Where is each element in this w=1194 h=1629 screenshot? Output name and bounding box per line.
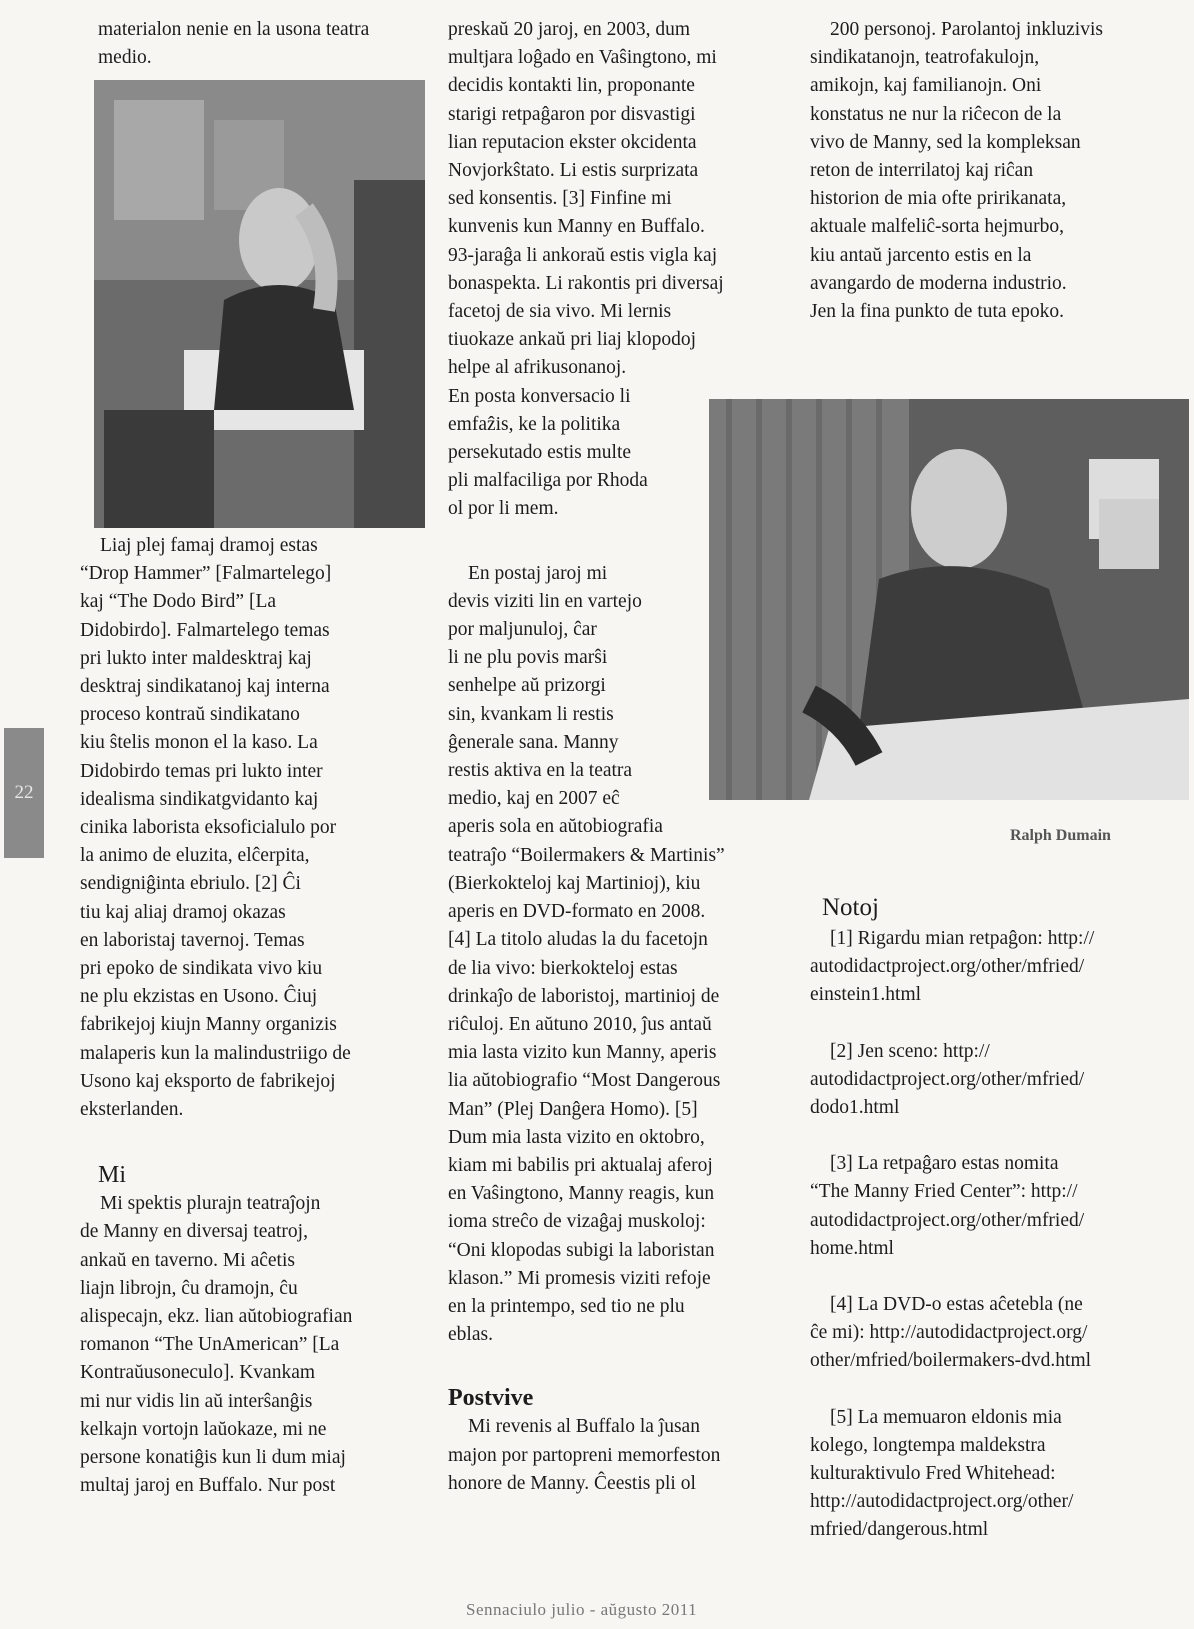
- text-line: ol por li mem.: [448, 498, 559, 520]
- note-line: mfried/dangerous.html: [810, 1519, 989, 1541]
- text-line: pli malfaciliga por Rhoda: [448, 470, 648, 492]
- text-line: amikojn, kaj familianojn. Oni: [810, 75, 1042, 97]
- text-line: Didobirdo temas pri lukto inter: [80, 760, 323, 782]
- text-line: en Vaŝingtono, Manny reagis, kun: [448, 1183, 715, 1205]
- text-line: sindikatanojn, teatrofakulojn,: [810, 47, 1040, 69]
- text-line: persekutado estis multe: [448, 442, 632, 464]
- text-line: Liaj plej famaj dramoj estas: [100, 535, 318, 556]
- text-line: liajn librojn, ĉu dramojn, ĉu: [80, 1277, 298, 1299]
- text-line: Mi spektis plurajn teatraĵojn: [100, 1193, 321, 1215]
- col1-top-text: [98, 16, 438, 72]
- text-line: avangardo de moderna industrio.: [810, 272, 1067, 294]
- text-line: (Bierkokteloj kaj Martinioj), kiu: [448, 872, 701, 894]
- note-line: “The Manny Fried Center”: http://: [810, 1181, 1078, 1203]
- note-item: [810, 1291, 1150, 1376]
- text-line: riĉuloj. En aŭtuno 2010, ĵus antaŭ: [448, 1013, 712, 1035]
- note-item: [810, 1038, 1150, 1123]
- column-1: [98, 16, 438, 72]
- text-line: kunvenis kun Manny en Buffalo.: [448, 216, 705, 238]
- text-line: ne plu ekzistas en Usono. Ĉiuj: [80, 986, 318, 1008]
- text-line: [4] La titolo aludas la du facetojn: [448, 929, 708, 951]
- text-line: kiu ŝtelis monon el la kaso. La: [80, 732, 318, 754]
- note-line: [2] Jen sceno: http://: [830, 1040, 990, 1062]
- text-line: helpe al afrikusonanoj.: [448, 357, 627, 379]
- col3-paragraph-1: [810, 16, 1150, 326]
- text-line: historion de mia ofte pririkanata,: [810, 188, 1067, 210]
- text-line: en laboristaj tavernoj. Temas: [80, 929, 305, 951]
- photo-man-writing-2: [709, 399, 1189, 800]
- text-line: Didobirdo]. Falmartelego temas: [80, 619, 330, 641]
- text-line: starigi retpaĝaron por disvastigi: [448, 103, 696, 125]
- heading-mi: Mi: [98, 1162, 127, 1189]
- text-line: en la printempo, sed tio ne plu: [448, 1295, 685, 1317]
- note-item: [810, 1404, 1150, 1545]
- note-line: kulturaktivulo Fred Whitehead:: [810, 1463, 1056, 1485]
- note-line: autodidactproject.org/other/mfried/: [810, 1209, 1085, 1231]
- notes-heading: Notoj: [822, 894, 879, 921]
- text-line: Kontraŭusoneculo]. Kvankam: [80, 1362, 316, 1384]
- note-line: ĉe mi): http://autodidactproject.org/: [810, 1322, 1088, 1344]
- text-line: teatraĵo “Boilermakers & Martinis”: [448, 844, 725, 866]
- column-1-body: [80, 532, 425, 1501]
- text-line: eksterlanden.: [80, 1099, 184, 1121]
- text-line: vivo de Manny, sed la kompleksan: [810, 131, 1081, 153]
- text-line: proceso kontraŭ sindikatano: [80, 704, 300, 726]
- note-line: home.html: [810, 1237, 894, 1259]
- photo-man-at-desk-1: [94, 80, 425, 528]
- text-line: materialon nenie en la usona teatra: [98, 19, 370, 40]
- text-line: mi nur vidis lin aŭ interŝanĝis: [80, 1390, 313, 1412]
- text-line: emfaẑis, ke la politika: [448, 413, 621, 435]
- page-number: 22: [4, 728, 44, 858]
- text-line: bonaspekta. Li rakontis pri diversaj: [448, 272, 724, 294]
- note-line: einstein1.html: [810, 984, 922, 1006]
- text-line: “Drop Hammer” [Falmartelego]: [80, 563, 332, 585]
- note-item: [810, 925, 1150, 1010]
- note-item: [810, 1150, 1150, 1263]
- text-line: kiam mi babilis pri aktualaj aferoj: [448, 1154, 713, 1176]
- text-line: aktuale malfeliĉ-sorta hejmurbo,: [810, 216, 1064, 238]
- text-line: persone konatiĝis kun li dum miaj: [80, 1447, 346, 1469]
- note-line: [1] Rigardu mian retpaĝon: http://: [830, 928, 1095, 949]
- text-line: sin, kvankam li restis: [448, 703, 614, 725]
- note-line: kolego, longtempa maldekstra: [810, 1434, 1046, 1456]
- text-line: medio.: [98, 47, 152, 69]
- photo-caption: Ralph Dumain: [1010, 827, 1111, 844]
- text-line: En posta konversacio li: [448, 385, 631, 407]
- text-line: “Oni klopodas subigi la laboristan: [448, 1239, 715, 1261]
- text-line: pri epoko de sindikata vivo kiu: [80, 958, 323, 980]
- text-line: preskaŭ 20 jaroj, en 2003, dum: [448, 19, 691, 40]
- text-line: restis aktiva en la teatra: [448, 760, 633, 782]
- note-line: [4] La DVD-o estas aĉetebla (ne: [830, 1294, 1083, 1316]
- text-line: konstatus ne nur la riĉecon de la: [810, 103, 1062, 125]
- text-line: reton de interrilatoj kaj riĉan: [810, 160, 1034, 182]
- text-line: de Manny en diversaj teatroj,: [80, 1221, 308, 1243]
- column-3: [810, 16, 1150, 326]
- text-line: romanon “The UnAmerican” [La: [80, 1334, 340, 1356]
- col2-paragraph-3: [448, 1413, 778, 1498]
- notes-list: [810, 925, 1150, 1545]
- text-line: Man” (Plej Danĝera Homo). [5]: [448, 1098, 698, 1120]
- text-line: ĝenerale sana. Manny: [448, 731, 619, 753]
- note-line: [3] La retpaĝaro estas nomita: [830, 1153, 1059, 1175]
- text-line: tiuokaze ankaŭ pri liaj klopodoj: [448, 329, 697, 351]
- note-line: [5] La memuaron eldonis mia: [830, 1406, 1062, 1428]
- text-line: lia aŭtobiografio “Most Dangerous: [448, 1070, 721, 1092]
- text-line: Dum mia lasta vizito en oktobro,: [448, 1126, 705, 1148]
- text-line: sendigniĝinta ebriulo. [2] Ĉi: [80, 873, 301, 895]
- text-line: kaj “The Dodo Bird” [La: [80, 591, 277, 613]
- note-line: http://autodidactproject.org/other/: [810, 1491, 1074, 1513]
- text-line: pri lukto inter maldesktraj kaj: [80, 647, 312, 669]
- text-line: mia lasta vizito kun Manny, aperis: [448, 1042, 717, 1064]
- text-line: de lia vivo: bierkokteloj estas: [448, 957, 678, 979]
- text-line: facetoj de sia vivo. Mi lernis: [448, 301, 672, 323]
- text-line: eblas.: [448, 1324, 493, 1346]
- text-line: majon por partopreni memorfeston: [448, 1444, 721, 1466]
- text-line: senhelpe aŭ prizorgi: [448, 675, 606, 697]
- text-line: aperis sola en aŭtobiografia: [448, 816, 663, 838]
- text-line: klason.” Mi promesis viziti refoje: [448, 1267, 711, 1289]
- col1-paragraph-1: [80, 532, 425, 1124]
- text-line: sed konsentis. [3] Finfine mi: [448, 188, 672, 210]
- text-line: fabrikejoj kiujn Manny organizis: [80, 1014, 337, 1036]
- text-line: kelkajn vortojn laŭokaze, mi ne: [80, 1418, 327, 1440]
- note-line: autodidactproject.org/other/mfried/: [810, 1068, 1085, 1090]
- text-line: medio, kaj en 2007 eĉ: [448, 788, 620, 810]
- text-line: desktraj sindikatanoj kaj interna: [80, 676, 330, 698]
- text-line: Mi revenis al Buffalo la ĵusan: [468, 1416, 700, 1438]
- text-line: Novjorkŝtato. Li estis surprizata: [448, 160, 699, 182]
- text-line: multjara loĝado en Vaŝingtono, mi: [448, 47, 717, 69]
- text-line: honore de Manny. Ĉeestis pli ol: [448, 1472, 696, 1494]
- text-line: lian reputacion ekster okcidenta: [448, 131, 697, 153]
- page-footer: Sennaciulo julio - aŭgusto 2011: [466, 1600, 698, 1619]
- note-line: other/mfried/boilermakers-dvd.html: [810, 1350, 1092, 1372]
- note-line: autodidactproject.org/other/mfried/: [810, 956, 1085, 978]
- text-line: decidis kontakti lin, proponante: [448, 75, 695, 97]
- text-line: la animo de eluzita, elĉerpita,: [80, 845, 310, 867]
- text-line: aperis en DVD-formato en 2008.: [448, 901, 706, 923]
- text-line: kiu antaŭ jarcento estis en la: [810, 244, 1032, 266]
- text-line: por maljunuloj, ĉar: [448, 619, 597, 641]
- notes-section: [810, 893, 1150, 1573]
- text-line: alispecajn, ekz. lian aŭtobiografian: [80, 1306, 353, 1328]
- text-line: multaj jaroj en Buffalo. Nur post: [80, 1475, 336, 1497]
- text-line: 93-jaraĝa li ankoraŭ estis vigla kaj: [448, 244, 718, 266]
- text-line: 200 personoj. Parolantoj inkluzivis: [830, 19, 1103, 40]
- text-line: cinika laborista eksoficialulo por: [80, 817, 337, 839]
- text-line: drinkaĵo de laboristoj, martinioj de: [448, 985, 720, 1007]
- text-line: malaperis kun la malindustriigo de: [80, 1042, 351, 1064]
- note-line: dodo1.html: [810, 1097, 900, 1119]
- text-line: Jen la fina punkto de tuta epoko.: [810, 301, 1064, 323]
- heading-postvive: Postvive: [448, 1385, 534, 1412]
- col1-paragraph-2: [80, 1190, 425, 1500]
- text-line: tiu kaj aliaj dramoj okazas: [80, 901, 286, 923]
- text-line: idealisma sindikatgvidanto kaj: [80, 788, 319, 810]
- text-line: li ne plu povis marŝi: [448, 647, 608, 669]
- text-line: Usono kaj eksporto de fabrikejoj: [80, 1070, 336, 1092]
- text-line: En postaj jaroj mi: [468, 562, 608, 584]
- text-line: ankaŭ en taverno. Mi aĉetis: [80, 1249, 295, 1271]
- text-line: ioma streĉo de vizaĝaj muskoloj:: [448, 1211, 706, 1233]
- text-line: devis viziti lin en vartejo: [448, 590, 642, 612]
